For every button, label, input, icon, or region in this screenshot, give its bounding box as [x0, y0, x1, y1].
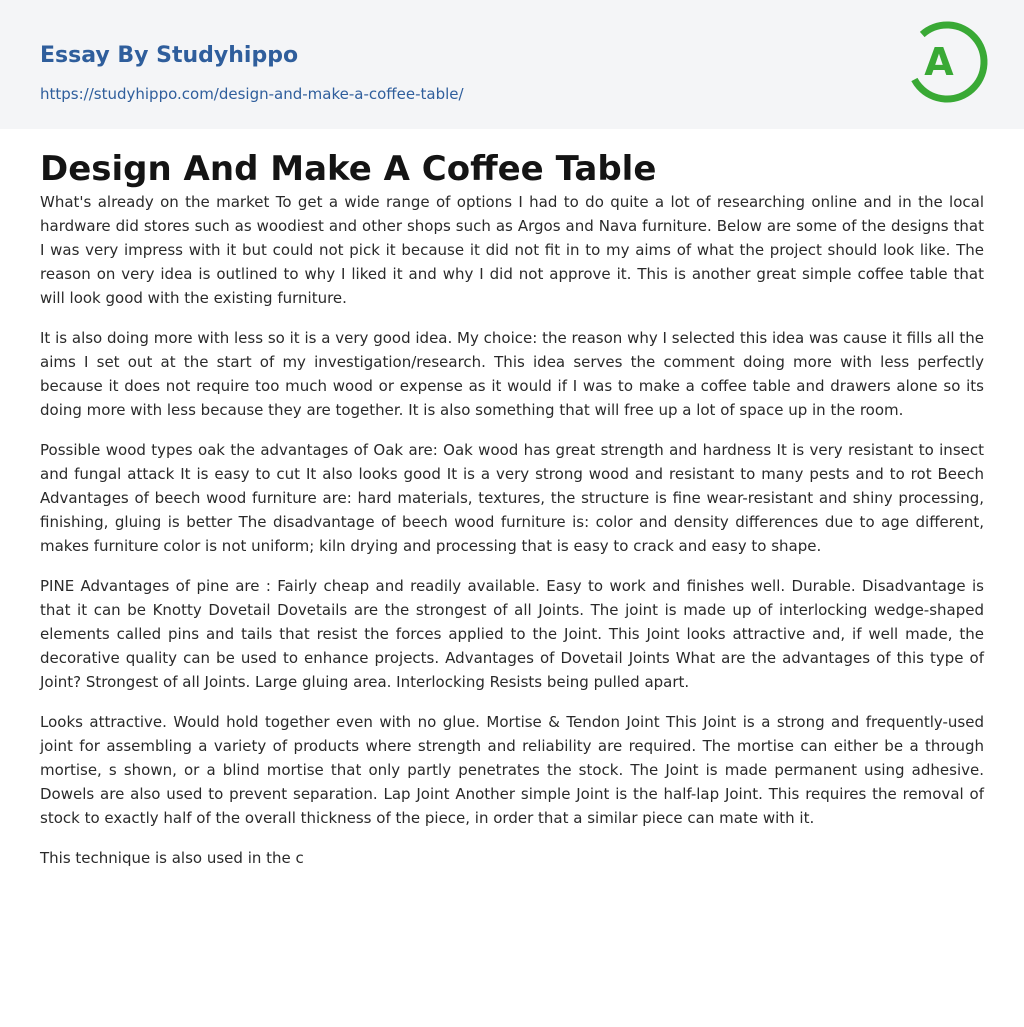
article-content [0, 129, 1024, 870]
logo-letter: A [924, 40, 954, 84]
logo-icon [910, 18, 988, 106]
source-url-link[interactable]: https://studyhippo.com/design-and-make-a-coffee-table/ [40, 85, 464, 103]
essay-title: Design And Make A Coffee Table [40, 149, 657, 189]
studyhippo-logo[interactable] [910, 18, 988, 106]
paragraph: Looks attractive. Would hold together even with no glue. Mortise & Tendon Joint This Joint is a strong and frequently-used joint for assembling a variety of products where strength and reliability are required. The mortise can either be a through mortise, s shown, or a blind mortise that only partly penetrates the stock. The Joint is made permanent using adhesive. Dowels are also used to prevent separation. Lap Joint Another simple Joint is the half-lap Joint. This requires the removal of stock to exactly half of the overall thickness of the piece, in order that a similar piece can mate with it. [40, 713, 984, 827]
paragraph-truncated: This technique is also used in the c [40, 849, 304, 867]
brand-title[interactable]: Essay By Studyhippo [40, 43, 299, 68]
paragraph: What's already on the market To get a wide range of options I had to do quite a lot of researching online and in the local hardware did stores such as woodiest and other shops such as Argos and Nava furniture. Below are some of the designs that I was very impress with it but could not pick it because it did not fit in to my aims of what the project should look like. The reason on very idea is outlined to why I liked it and why I did not approve it. This is another great simple coffee table that will look good with the existing furniture. [40, 193, 984, 307]
paragraph: Possible wood types oak the advantages of Oak are: Oak wood has great strength and hardness It is very resistant to insect and fungal attack It is easy to cut It also looks good It is a very strong wood and resistant to many pests and to rot Beech Advantages of beech wood furniture are: hard materials, textures, the structure is fine wear-resistant and shiny processing, finishing, gluing is better The disadvantage of beech wood furniture is: color and density differences due to age different, makes furniture color is not uniform; kiln drying and processing that is easy to crack and easy to shape. [40, 441, 984, 555]
paragraph: It is also doing more with less so it is a very good idea. My choice: the reason why I selected this idea was cause it fills all the aims I set out at the start of my investigation/research. This idea serves the comment doing more with less perfectly because it does not require too much wood or expense as it would if I was to make a coffee table and drawers alone so its doing more with less because they are together. It is also something that will free up a lot of space up in the room. [40, 329, 984, 419]
paragraph: PINE Advantages of pine are : Fairly cheap and readily available. Easy to work and finishes well. Durable. Disadvantage is that it can be Knotty Dovetail Dovetails are the strongest of all Joints. The joint is made up of interlocking wedge-shaped elements called pins and tails that resist the forces applied to the Joint. This Joint looks attractive and, if well made, the decorative quality can be used to enhance projects. Advantages of Dovetail Joints What are the advantages of this type of Joint? Strongest of all Joints. Large gluing area. Interlocking Resists being pulled apart. [40, 577, 984, 691]
page-header [0, 0, 1024, 129]
